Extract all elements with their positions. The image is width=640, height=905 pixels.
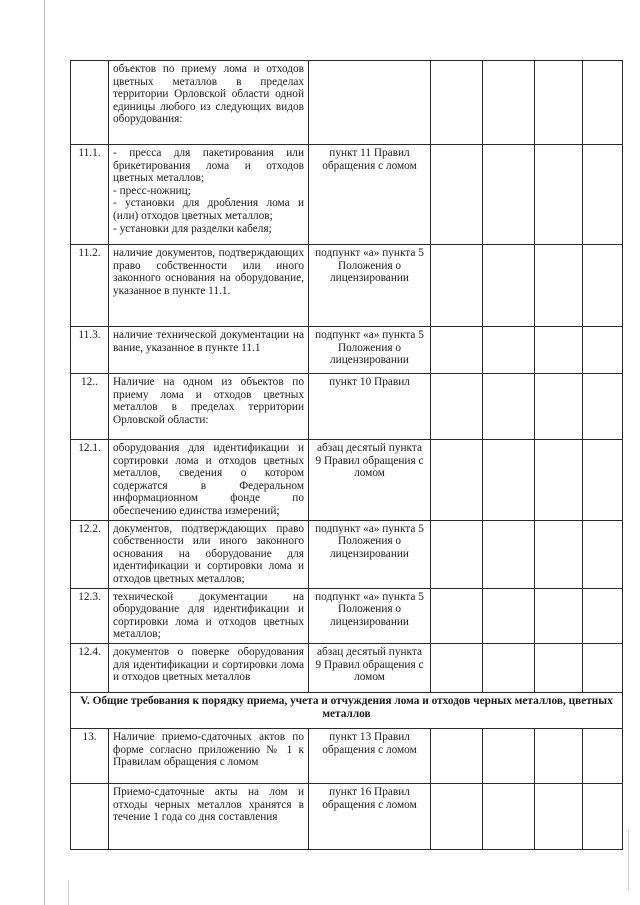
requirement-text: документов о поверке оборудования для идентификации и сортировки лома и отходов цветных металлов [109,643,309,692]
table-row [71,145,623,245]
legal-reference: подпункт «а» пункта 5 Положения о лицензировании [309,327,431,374]
table-row [71,643,623,692]
empty-cell [583,374,623,440]
table-row [71,728,623,783]
empty-cell [431,783,483,849]
empty-cell [483,374,535,440]
empty-cell [583,327,623,374]
empty-cell [431,145,483,245]
empty-cell [431,588,483,643]
empty-cell [483,588,535,643]
scan-artifact-line [628,830,629,890]
empty-cell [431,61,483,145]
legal-reference: абзац десятый пункта 9 Правил обращения с ломом [309,643,431,692]
table-row [71,440,623,521]
empty-cell [431,440,483,521]
empty-cell [483,783,535,849]
legal-reference: абзац десятый пункта 9 Правил обращения с ломом [309,440,431,521]
legal-reference: пункт 10 Правил [309,374,431,440]
empty-cell [483,643,535,692]
empty-cell [535,327,583,374]
empty-cell [583,61,623,145]
row-number: 12.1. [71,440,109,521]
empty-cell [535,245,583,327]
empty-cell [483,728,535,783]
empty-cell [583,440,623,521]
legal-reference: подпункт «а» пункта 5 Положения о лицензировании [309,520,431,588]
legal-reference: пункт 11 Правил обращения с ломом [309,145,431,245]
row-number: 11.3. [71,327,109,374]
empty-cell [483,440,535,521]
table-row [71,61,623,145]
empty-cell [583,728,623,783]
empty-cell [583,783,623,849]
legal-reference [309,61,431,145]
table-row [71,783,623,849]
empty-cell [535,61,583,145]
requirement-text: наличие документов, подтверждающих право собственности или иного законного основания на оборудование, указанное в пункте 11.1. [109,245,309,327]
requirement-text: Наличие приемо-сдаточных актов по форме согласно приложению № 1 к Правилам обращения с ломом [109,728,309,783]
row-number: 11.1. [71,145,109,245]
requirement-text: технической документации на оборудование для идентификации и сортировки лома и отходов цветных металлов; [109,588,309,643]
legal-reference: пункт 16 Правил обращения с ломом [309,783,431,849]
table-row [71,245,623,327]
empty-cell [535,374,583,440]
row-number: 12.4. [71,643,109,692]
table-row [71,588,623,643]
empty-cell [431,520,483,588]
empty-cell [535,643,583,692]
requirement-text: - пресса для пакетирования или брикетирования лома и отходов цветных металлов; - пресс-ножниц; - установки для дробления лома и (или) отходов цветных металлов; - установки для разделки кабеля; [109,145,309,245]
table-row [71,374,623,440]
page-margin-line [44,0,45,905]
requirement-text: Наличие на одном из объектов по приему лома и отходов цветных металлов в пределах территории Орловской области: [109,374,309,440]
empty-cell [431,728,483,783]
section-title: V. Общие требования к порядку приема, учета и отчуждения лома и отходов черных металлов, цветных металлов [71,692,623,728]
empty-cell [583,245,623,327]
section-header-row [71,692,623,728]
legal-reference: подпункт «а» пункта 5 Положения о лицензировании [309,588,431,643]
empty-cell [535,145,583,245]
empty-cell [535,520,583,588]
empty-cell [483,327,535,374]
requirement-text: объектов по приему лома и отходов цветных металлов в пределах территории Орловской области одной единицы любого из следующих видов оборудования: [109,61,309,145]
table-row [71,520,623,588]
requirement-text: оборудования для идентификации и сортировки лома и отходов цветных металлов, сведения о котором содержатся в Федеральном информационном фонде по обеспечению единства измерений; [109,440,309,521]
empty-cell [483,145,535,245]
row-number: 11.2. [71,245,109,327]
table-row [71,327,623,374]
empty-cell [431,643,483,692]
empty-cell [483,245,535,327]
scan-artifact-line [68,880,69,905]
empty-cell [535,728,583,783]
empty-cell [583,520,623,588]
empty-cell [483,61,535,145]
empty-cell [431,245,483,327]
empty-cell [583,145,623,245]
requirement-text: документов, подтверждающих право собственности или иного законного основания на оборудование для идентификации и сортировки лома и отходов цветных металлов; [109,520,309,588]
legal-reference: пункт 13 Правил обращения с ломом [309,728,431,783]
requirement-text: Приемо-сдаточные акты на лом и отходы черных металлов хранятся в течение 1 года со дня составления [109,783,309,849]
empty-cell [583,643,623,692]
row-number [71,783,109,849]
requirements-table [70,60,623,850]
row-number: 12.. [71,374,109,440]
requirement-text: наличие технической документации на вание, указанное в пункте 11.1 [109,327,309,374]
row-number: 13. [71,728,109,783]
legal-reference: подпункт «а» пункта 5 Положения о лицензировании [309,245,431,327]
empty-cell [535,588,583,643]
empty-cell [535,440,583,521]
empty-cell [535,783,583,849]
row-number: 12.3. [71,588,109,643]
empty-cell [483,520,535,588]
row-number [71,61,109,145]
empty-cell [583,588,623,643]
row-number: 12.2. [71,520,109,588]
empty-cell [431,374,483,440]
empty-cell [431,327,483,374]
